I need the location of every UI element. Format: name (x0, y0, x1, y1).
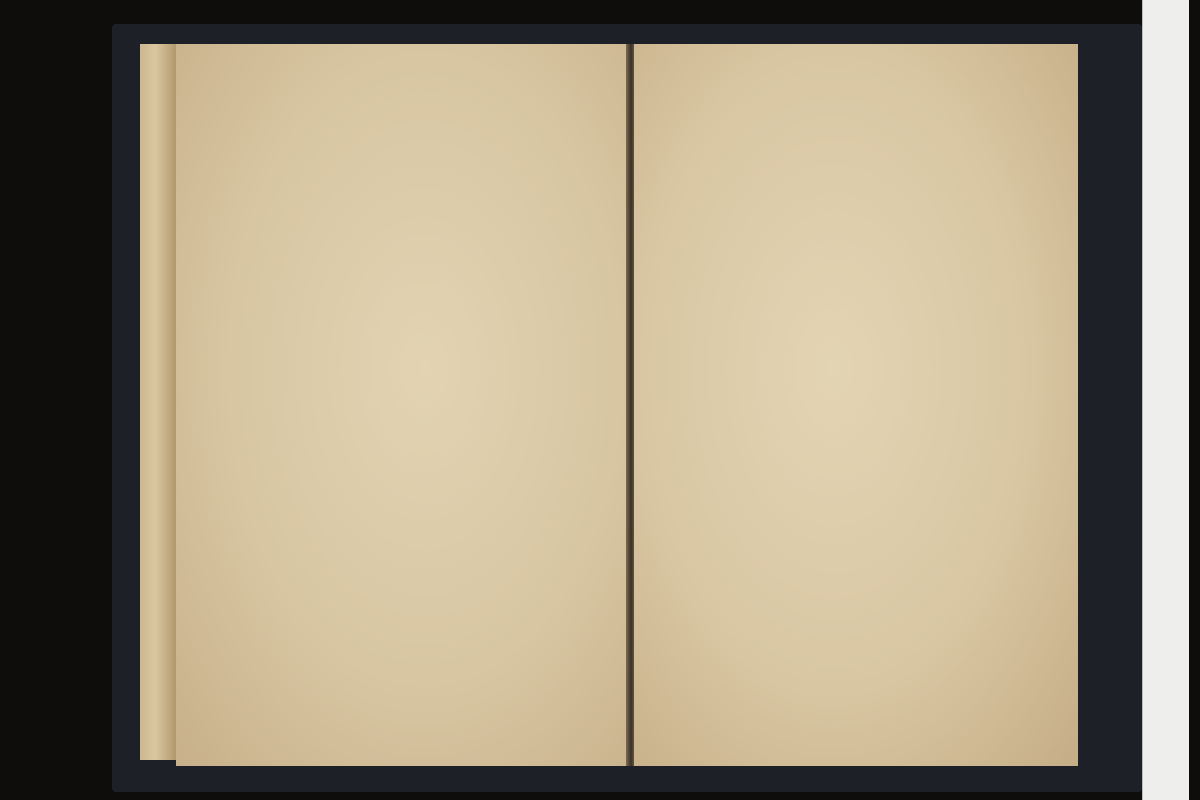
right-page (634, 44, 1078, 766)
measurement-ruler (1142, 0, 1189, 800)
left-page (176, 44, 628, 766)
